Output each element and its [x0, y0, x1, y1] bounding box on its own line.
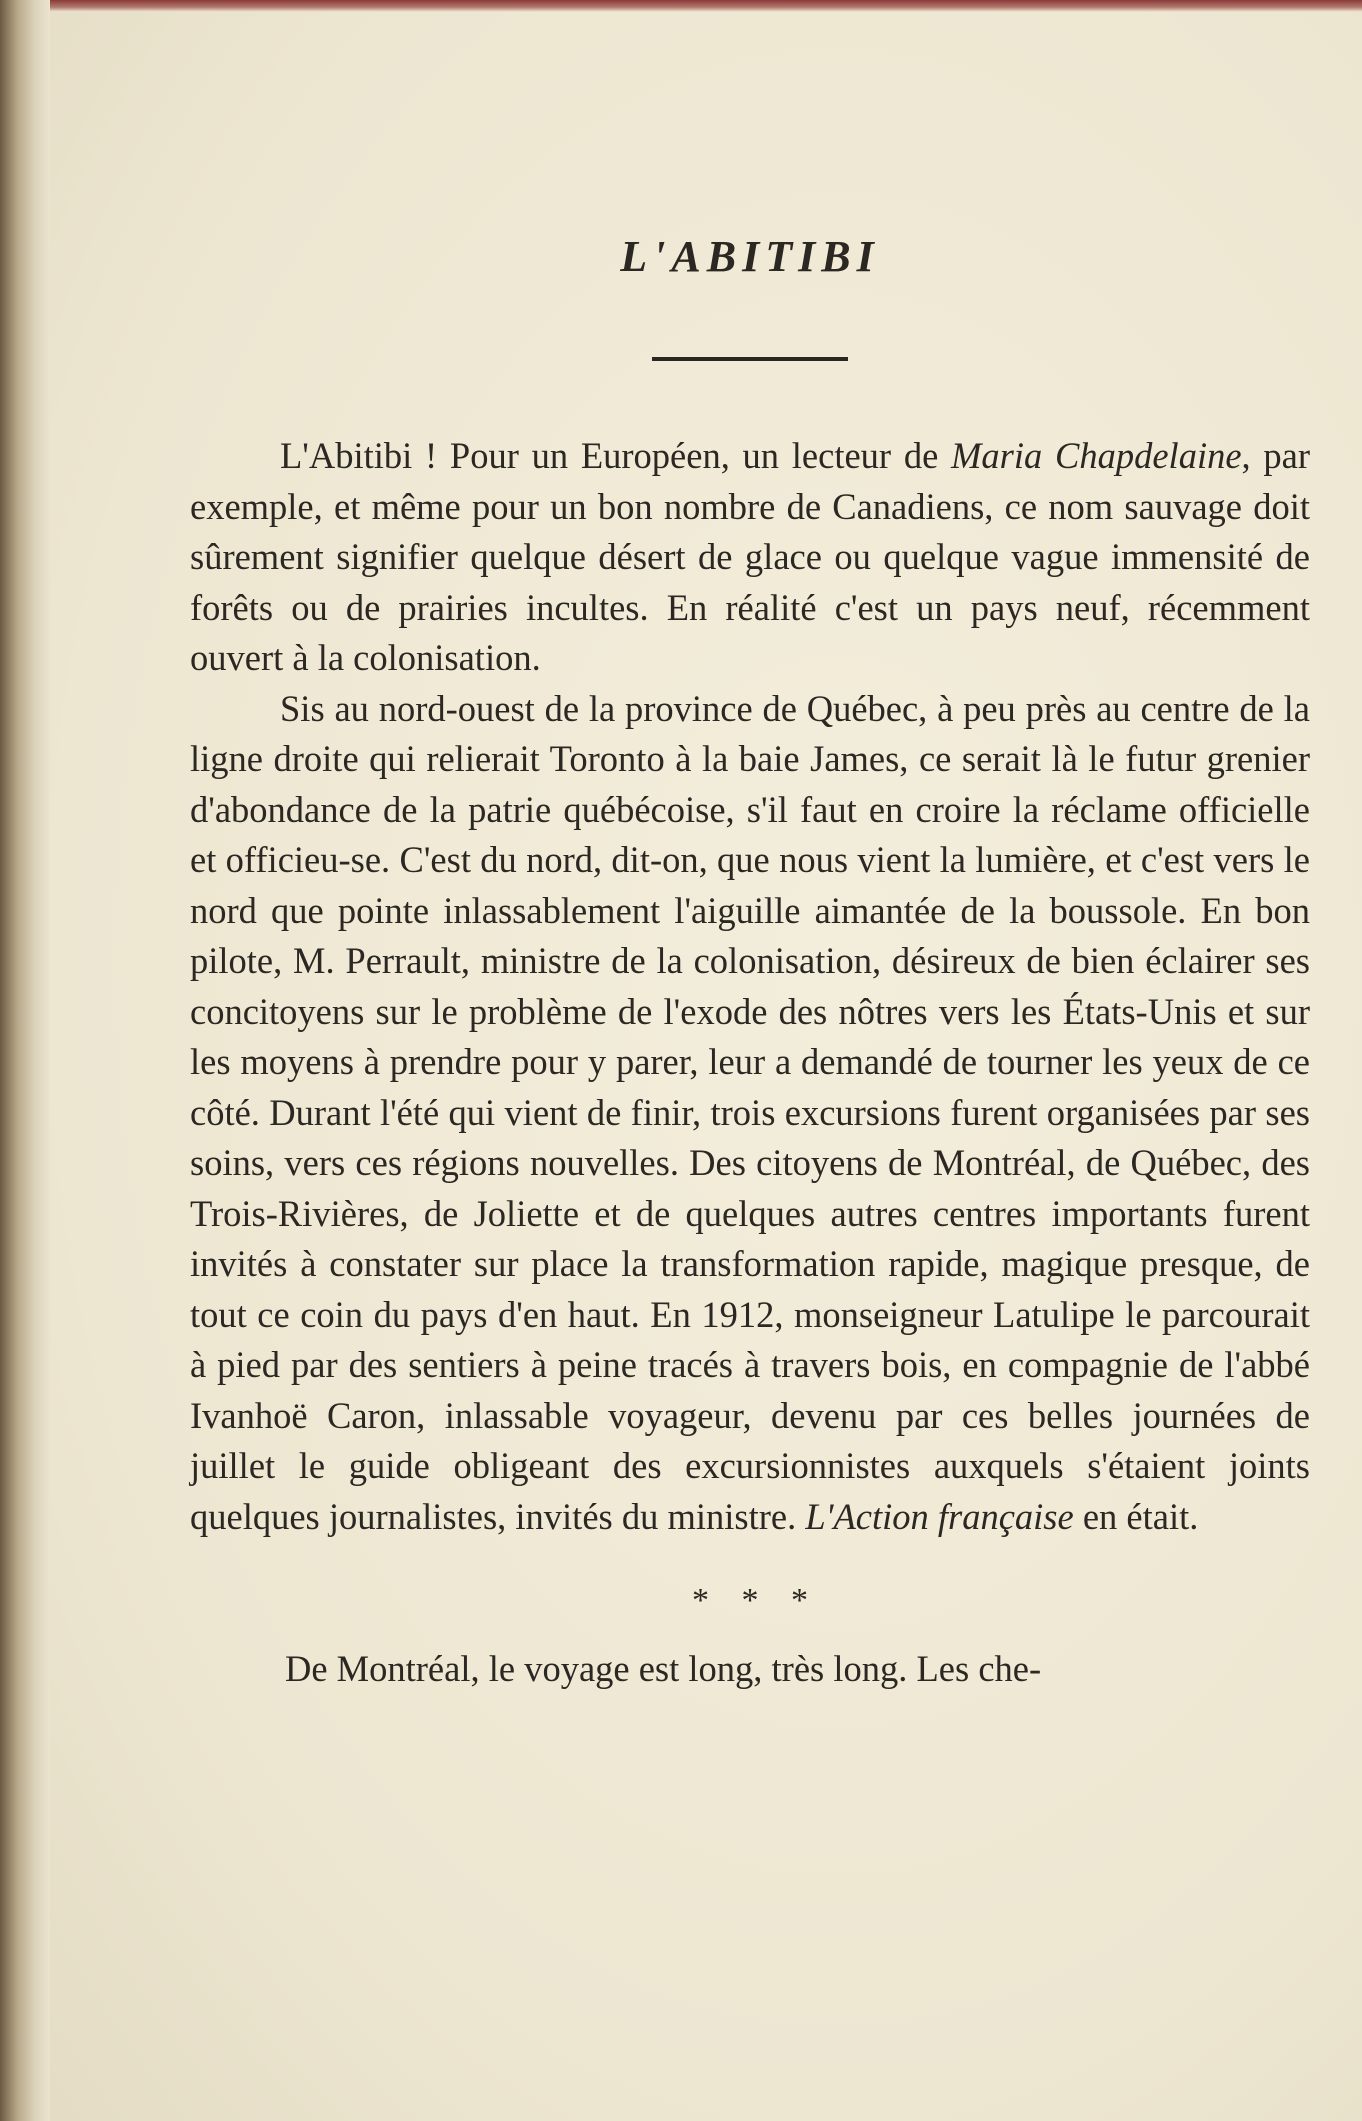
- paragraph-2-text-b: en était.: [1073, 1495, 1199, 1537]
- paragraph-1-text-a: L'Abitibi ! Pour un Européen, un lecteur de: [280, 435, 952, 476]
- paragraph-1-text-b: , par exemple, et même pour un bon nombre de Canadiens, ce nom sauvage doit sûrement signifier quelque désert de glace ou quelque vague immensité de forêts ou de prairies incultes. En réalité c'est un pays neuf, récemment ouvert à la colonisation.: [190, 435, 1310, 678]
- section-separator: * * *: [692, 1582, 808, 1619]
- paragraph-1: [190, 431, 1310, 684]
- paragraph-2: [190, 684, 1310, 1543]
- title-rule: [652, 357, 848, 361]
- paragraph-2-text-a: Sis au nord-ouest de la province de Québec, à peu près au centre de la ligne droite qui relierait Toronto à la baie James, ce serait là le futur grenier d'abondance de la patrie québécoise, s'il faut en croire la réclame officielle et officieu-se. C'est du nord, dit-on, que nous vient la lumière, et c'est vers le nord que pointe inlassablement l'aiguille aimantée de la boussole. En bon pilote, M. Perrault, ministre de la colonisation, désireux de bien éclairer ses concitoyens sur le problème de l'exode des nôtres vers les États-Unis et sur les moyens à prendre pour y parer, leur a demandé de tourner les yeux de ce côté. Durant l'été qui vient de finir, trois excursions furent organisées par ses soins, vers ces régions nouvelles. Des citoyens de Montréal, de Québec, des Trois-Rivières, de Joliette et de quelques autres centres importants furent invités à constater sur place la transformation rapide, magique presque, de tout ce coin du pays d'en haut. En 1912, monseigneur Latulipe le parcourait à pied par des sentiers à peine tracés à travers bois, en compagnie de l'abbé Ivanhoë Caron, inlassable voyageur, devenu par ces belles journées de juillet le guide obligeant des excursionnistes auxquels s'étaient joints quelques journalistes, invités du ministre.: [190, 687, 1310, 1537]
- continuation-line: De Montréal, le voyage est long, très long. Les che-: [285, 1648, 1042, 1689]
- page-top-edge: [50, 0, 1362, 12]
- page-content: [190, 227, 1310, 1695]
- chapter-body: [190, 431, 1310, 1542]
- publication-title-italic: L'Action française: [805, 1495, 1074, 1537]
- book-title-italic: Maria Chapdelaine: [951, 435, 1242, 476]
- book-binding: [0, 0, 50, 2121]
- chapter-title: L'ABITIBI: [620, 232, 880, 281]
- book-page: [50, 12, 1362, 2121]
